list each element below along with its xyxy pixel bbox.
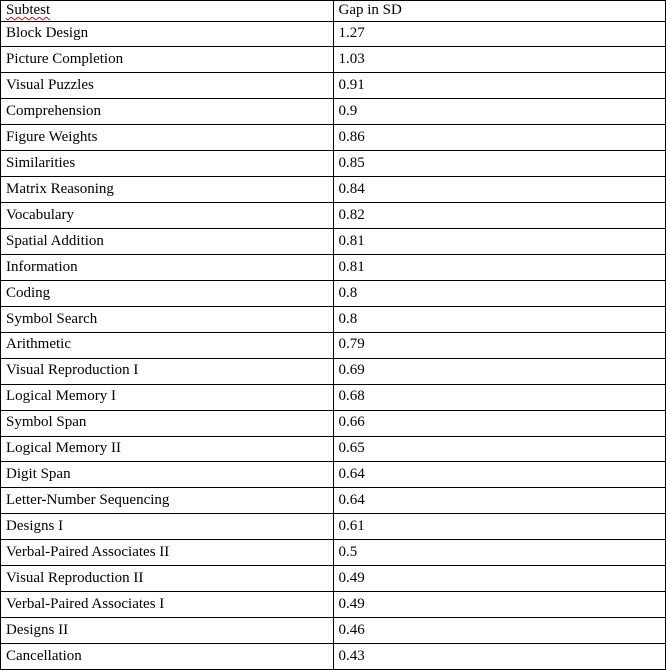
gap-cell: 0.81: [333, 229, 666, 255]
table-row: [1, 592, 666, 618]
gap-cell: 0.61: [333, 514, 666, 540]
table-row: [1, 514, 666, 540]
table-row: [1, 203, 666, 229]
gap-cell: 0.66: [333, 410, 666, 436]
subtest-cell: Cancellation: [1, 644, 334, 670]
gap-cell: 1.03: [333, 47, 666, 73]
gap-cell: 0.8: [333, 280, 666, 306]
header-row: [1, 1, 666, 22]
subtest-cell: Information: [1, 254, 334, 280]
subtest-cell: Designs II: [1, 618, 334, 644]
subtest-cell: Verbal-Paired Associates II: [1, 540, 334, 566]
table-row: [1, 99, 666, 125]
gap-cell: 0.5: [333, 540, 666, 566]
column-header-gap-in-sd: [333, 1, 666, 22]
subtest-cell: Matrix Reasoning: [1, 177, 334, 203]
subtest-cell: Designs I: [1, 514, 334, 540]
gap-cell: 0.84: [333, 177, 666, 203]
table-row: [1, 384, 666, 410]
subtest-cell: Figure Weights: [1, 125, 334, 151]
table-row: [1, 280, 666, 306]
subtest-cell: Symbol Search: [1, 306, 334, 332]
gap-header-label: Gap in SD: [338, 2, 402, 18]
subtest-cell: Logical Memory II: [1, 436, 334, 462]
subtest-cell: Spatial Addition: [1, 229, 334, 255]
subtest-cell: Visual Reproduction II: [1, 566, 334, 592]
table-row: [1, 125, 666, 151]
table-row: [1, 644, 666, 670]
gap-cell: 0.82: [333, 203, 666, 229]
subtest-cell: Picture Completion: [1, 47, 334, 73]
gap-cell: 0.64: [333, 488, 666, 514]
table-row: [1, 488, 666, 514]
table-row: [1, 410, 666, 436]
table-header: [1, 1, 666, 22]
gap-cell: 0.91: [333, 73, 666, 99]
table-row: [1, 151, 666, 177]
table-row: [1, 306, 666, 332]
gap-cell: 0.49: [333, 592, 666, 618]
gap-cell: 0.69: [333, 358, 666, 384]
table-row: [1, 229, 666, 255]
gap-cell: 0.8: [333, 306, 666, 332]
subtest-cell: Comprehension: [1, 99, 334, 125]
subtest-cell: Arithmetic: [1, 332, 334, 358]
subtest-cell: Logical Memory I: [1, 384, 334, 410]
table-row: [1, 436, 666, 462]
table-body: [1, 21, 666, 670]
table-row: [1, 177, 666, 203]
gap-cell: 0.64: [333, 462, 666, 488]
subtest-cell: Digit Span: [1, 462, 334, 488]
table-row: [1, 566, 666, 592]
gap-cell: 0.43: [333, 644, 666, 670]
table-row: [1, 358, 666, 384]
gap-cell: 0.81: [333, 254, 666, 280]
gap-cell: 0.49: [333, 566, 666, 592]
table-row: [1, 462, 666, 488]
table-row: [1, 73, 666, 99]
column-header-subtest: [1, 1, 334, 22]
subtest-header-label: Subtest: [6, 2, 51, 18]
table-row: [1, 540, 666, 566]
gap-cell: 0.79: [333, 332, 666, 358]
subtest-cell: Verbal-Paired Associates I: [1, 592, 334, 618]
gap-cell: 0.85: [333, 151, 666, 177]
subtest-cell: Block Design: [1, 21, 334, 47]
gap-cell: 0.68: [333, 384, 666, 410]
table-row: [1, 254, 666, 280]
gap-cell: 1.27: [333, 21, 666, 47]
subtest-cell: Similarities: [1, 151, 334, 177]
subtest-cell: Coding: [1, 280, 334, 306]
subtest-cell: Vocabulary: [1, 203, 334, 229]
subtest-cell: Symbol Span: [1, 410, 334, 436]
subtest-cell: Visual Reproduction I: [1, 358, 334, 384]
subtest-cell: Letter-Number Sequencing: [1, 488, 334, 514]
gap-cell: 0.9: [333, 99, 666, 125]
gap-cell: 0.86: [333, 125, 666, 151]
table-row: [1, 21, 666, 47]
subtest-cell: Visual Puzzles: [1, 73, 334, 99]
gap-cell: 0.65: [333, 436, 666, 462]
gap-cell: 0.46: [333, 618, 666, 644]
table-row: [1, 618, 666, 644]
table-row: [1, 47, 666, 73]
table-row: [1, 332, 666, 358]
